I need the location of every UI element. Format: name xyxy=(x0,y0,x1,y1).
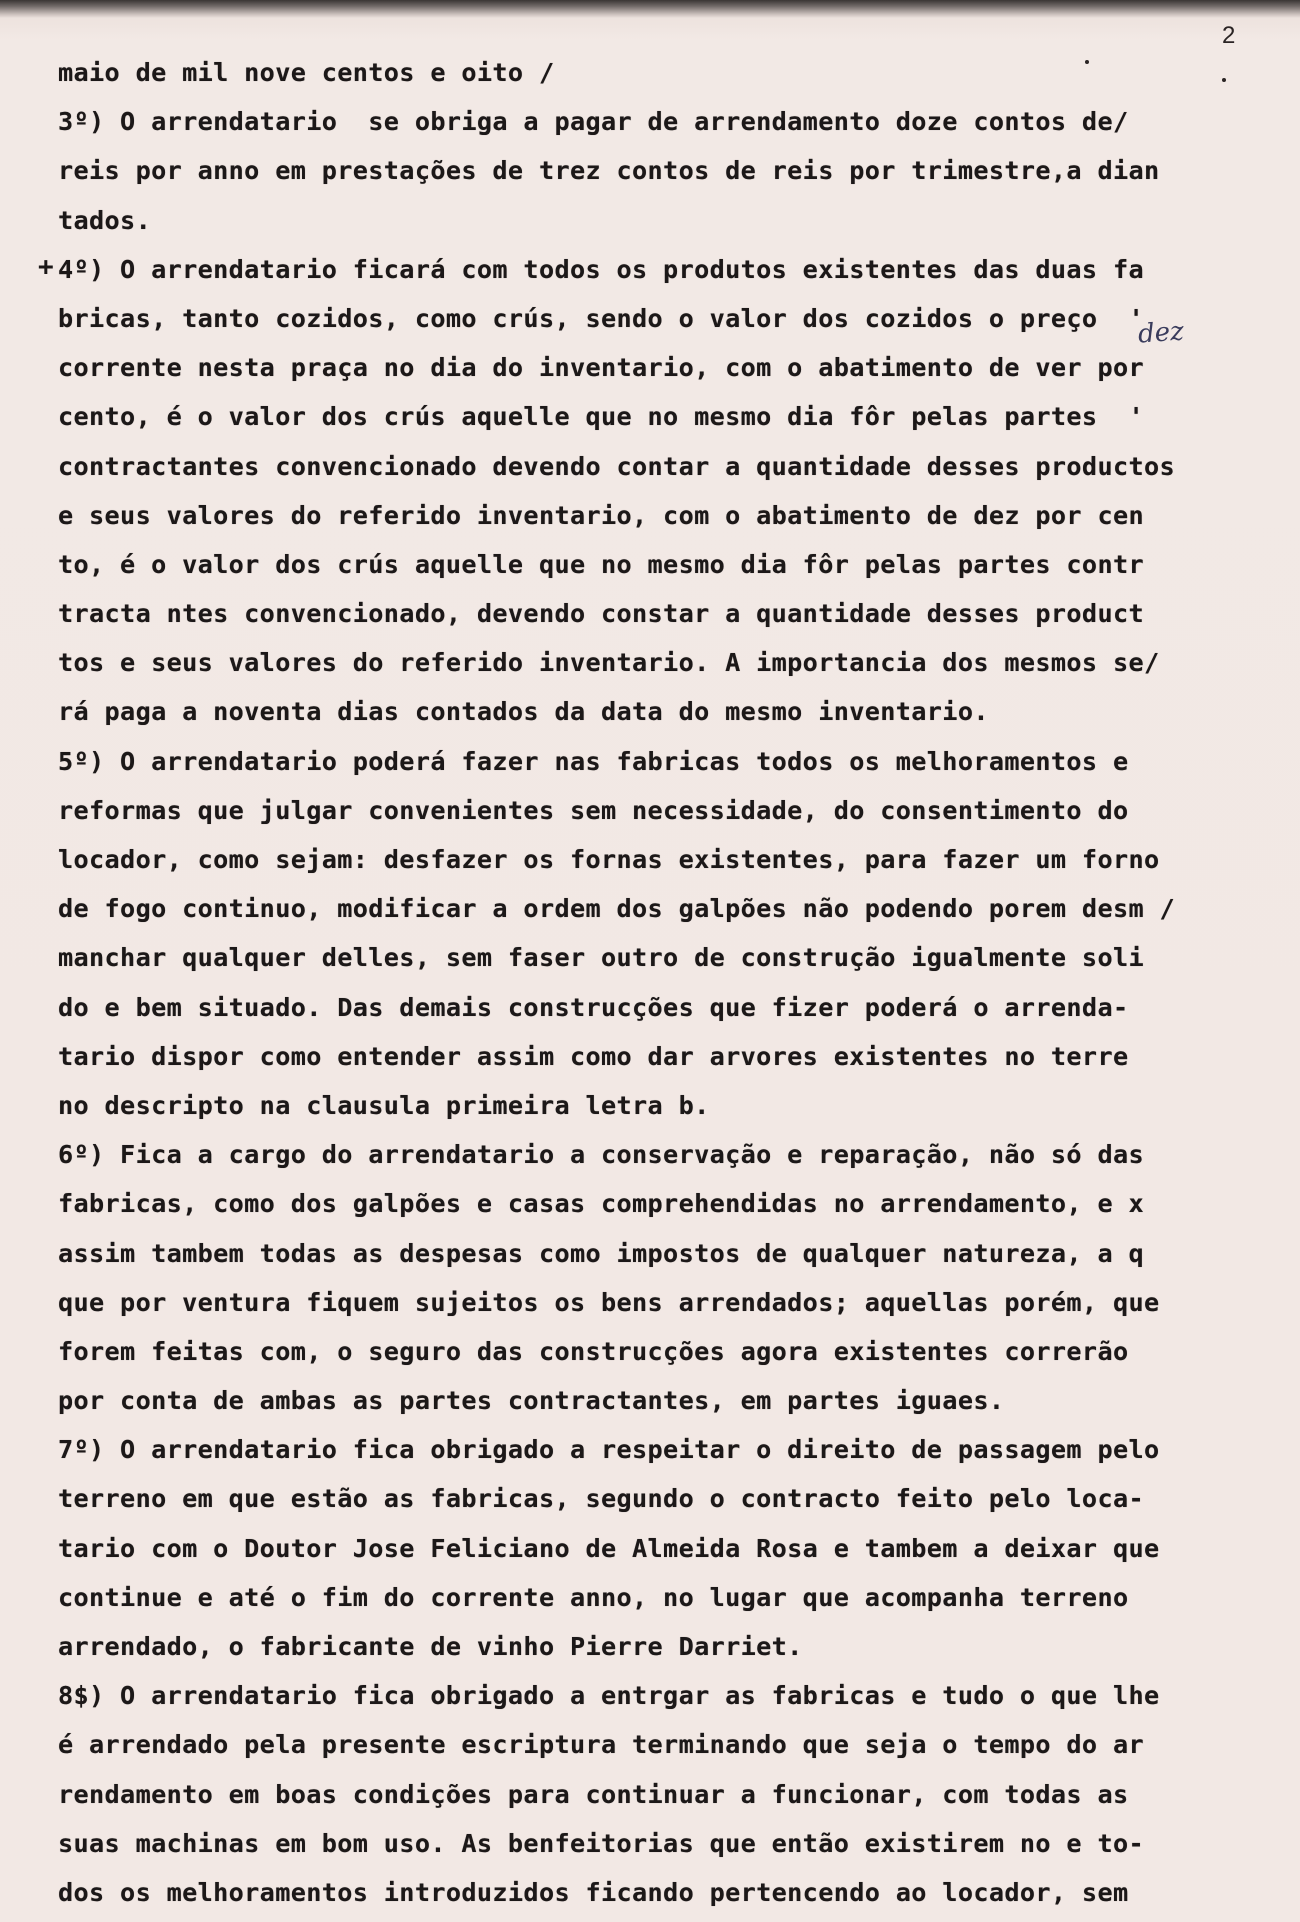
handwritten-correction: dez xyxy=(1137,316,1185,350)
text-line: de fogo continuo, modificar a ordem dos galpões não podendo porem desm / xyxy=(58,894,1176,924)
text-line: 7º) O arrendatario fica obrigado a respeitar o direito de passagem pelo xyxy=(58,1435,1160,1465)
text-line: tario com o Doutor Jose Feliciano de Almeida Rosa e tambem a deixar que xyxy=(58,1533,1160,1563)
text-line: é arrendado pela presente escriptura terminando que seja o tempo do ar xyxy=(58,1730,1144,1760)
text-line: 3º) O arrendatario se obriga a pagar de arrendamento doze contos de/ xyxy=(58,107,1129,137)
text-line: fabricas, como dos galpões e casas comprehendidas no arrendamento, e x xyxy=(58,1189,1144,1219)
typed-text-block xyxy=(58,48,1278,1917)
text-line: contractantes convencionado devendo contar a quantidade desses productos xyxy=(58,451,1176,481)
text-line: tracta ntes convencionado, devendo constar a quantidade desses product xyxy=(58,599,1144,629)
text-line: cento, é o valor dos crús aquelle que no mesmo dia fôr pelas partes ' xyxy=(58,402,1144,432)
text-line: suas machinas em bom uso. As benfeitorias que então existirem no e to- xyxy=(58,1828,1144,1858)
text-line: que por ventura fiquem sujeitos os bens arrendados; aquellas porém, que xyxy=(58,1287,1160,1317)
text-line: rá paga a noventa dias contados da data do mesmo inventario. xyxy=(58,697,989,727)
text-line: forem feitas com, o seguro das construcções agora existentes correrão xyxy=(58,1336,1129,1366)
text-line: e seus valores do referido inventario, com o abatimento de dez por cen xyxy=(58,500,1144,530)
text-line: bricas, tanto cozidos, como crús, sendo o valor dos cozidos o preço ' xyxy=(58,303,1144,333)
text-line: arrendado, o fabricante de vinho Pierre Darriet. xyxy=(58,1632,803,1661)
text-line: tados. xyxy=(58,205,152,235)
page-number: 2 xyxy=(1222,22,1236,49)
text-line: assim tambem todas as despesas como impostos de qualquer natureza, a q xyxy=(58,1238,1144,1268)
text-line: corrente nesta praça no dia do inventario, com o abatimento de ver por xyxy=(58,353,1144,383)
text-line: 8$) O arrendatario fica obrigado a entrgar as fabricas e tudo o que lhe xyxy=(58,1681,1160,1711)
text-line: maio de mil nove centos e oito / xyxy=(58,58,555,87)
text-line: tario dispor como entender assim como dar arvores existentes no terre xyxy=(58,1041,1129,1071)
text-line: continue e até o fim do corrente anno, no lugar que acompanha terreno xyxy=(58,1582,1129,1612)
margin-mark: + xyxy=(38,252,54,282)
text-line: locador, como sejam: desfazer os fornas existentes, para fazer um forno xyxy=(58,845,1160,874)
text-line: no descripto na clausula primeira letra b. xyxy=(58,1090,710,1120)
text-line: reis por anno em prestações de trez contos de reis por trimestre,a dian xyxy=(58,156,1160,186)
text-line: dos os melhoramentos introduzidos ficando pertencendo ao locador, sem xyxy=(58,1877,1129,1907)
text-line: 5º) O arrendatario poderá fazer nas fabricas todos os melhoramentos e xyxy=(58,746,1129,776)
text-line: do e bem situado. Das demais construcções que fizer poderá o arrenda- xyxy=(58,992,1129,1022)
text-line: terreno em que estão as fabricas, segundo o contracto feito pelo loca- xyxy=(58,1484,1144,1514)
text-line: rendamento em boas condições para continuar a funcionar, com todas as xyxy=(58,1779,1129,1809)
text-line: por conta de ambas as partes contractantes, em partes iguaes. xyxy=(58,1386,1005,1416)
text-line: 4º) O arrendatario ficará com todos os produtos existentes das duas fa xyxy=(58,254,1144,284)
text-line: manchar qualquer delles, sem faser outro de construção igualmente soli xyxy=(58,943,1144,973)
text-line: to, é o valor dos crús aquelle que no mesmo dia fôr pelas partes contr xyxy=(58,549,1144,579)
text-line: 6º) Fica a cargo do arrendatario a conservação e reparação, não só das xyxy=(58,1140,1144,1170)
text-line: reformas que julgar convenientes sem necessidade, do consentimento do xyxy=(58,795,1129,825)
scan-top-edge xyxy=(0,0,1300,18)
text-line: tos e seus valores do referido inventario. A importancia dos mesmos se/ xyxy=(58,648,1160,678)
